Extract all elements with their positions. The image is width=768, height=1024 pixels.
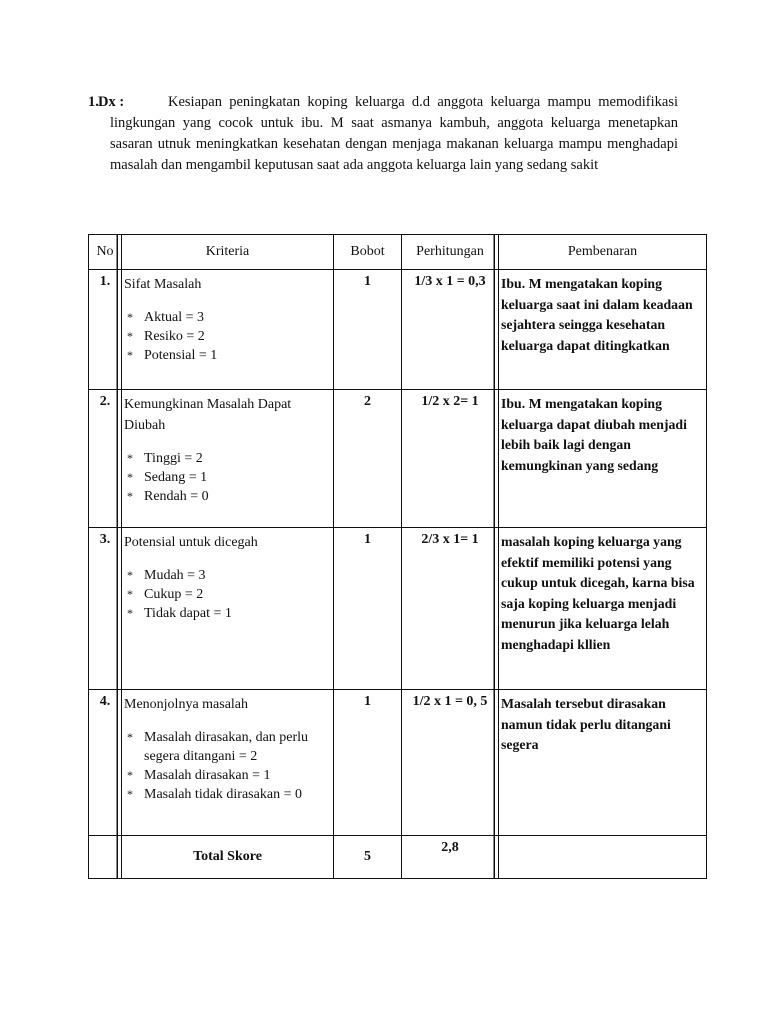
diagnosis-paragraph — [88, 92, 678, 173]
row-number: 3. — [89, 528, 122, 690]
diagnosis-label: Dx : — [98, 94, 125, 110]
row-pembenaran: Ibu. M mengatakan koping keluarga dapat diubah menjadi lebih baik lagi dengan kemungkinan yang sedang — [499, 390, 706, 528]
header-no: No — [89, 235, 122, 270]
option-item: * Tinggi = 2 — [127, 451, 203, 466]
asterisk-bullet: * — [127, 606, 133, 620]
row-perhitungan: 2/3 x 1= 1 — [402, 528, 499, 690]
asterisk-bullet: * — [127, 451, 133, 465]
kriteria-title: Sifat Masalah — [124, 277, 202, 292]
total-no-cell — [89, 836, 122, 878]
table-row — [89, 528, 706, 690]
option-item: * Masalah dirasakan, dan perlu segera ditangani = 2 — [127, 730, 309, 764]
total-bobot: 5 — [334, 836, 402, 878]
row-perhitungan: 1/2 x 1 = 0, 5 — [402, 690, 499, 836]
option-list — [124, 566, 327, 623]
asterisk-bullet: * — [127, 730, 133, 744]
asterisk-bullet: * — [127, 489, 133, 503]
row-kriteria — [122, 690, 334, 836]
diagnosis-text: Kesiapan peningkatan koping keluarga d.d anggota keluarga mampu memodifikasi lingkungan yang cocok untuk ibu. M saat asmanya kambuh, anggota keluarga menetapkan sasaran utnuk meningkatkan kesehatan dengan menjaga makanan keluarga mampu menghadapi masalah dan mengambil keputusan saat ada anggota keluarga lain yang sedang sakit — [110, 94, 678, 173]
option-item: * Potensial = 1 — [127, 348, 218, 363]
row-perhitungan: 1/2 x 2= 1 — [402, 390, 499, 528]
header-bobot: Bobot — [334, 235, 402, 270]
option-list — [124, 308, 327, 365]
asterisk-bullet: * — [127, 329, 133, 343]
row-pembenaran: masalah koping keluarga yang efektif memiliki potensi yang cukup untuk dicegah, karna bisa saja koping keluarga menjadi menurun jika keluarga lelah menghadapi kllien — [499, 528, 706, 690]
option-item: * Mudah = 3 — [127, 568, 206, 583]
header-kriteria: Kriteria — [122, 235, 334, 270]
table-row — [89, 390, 706, 528]
total-pembenaran — [499, 836, 706, 878]
row-number: 2. — [89, 390, 122, 528]
option-list — [124, 728, 327, 804]
kriteria-title: Kemungkinan Masalah Dapat Diubah — [124, 397, 292, 433]
row-pembenaran: Masalah tersebut dirasakan namun tidak perlu ditangani segera — [499, 690, 706, 836]
option-item: * Cukup = 2 — [127, 587, 204, 602]
option-item: * Tidak dapat = 1 — [127, 606, 232, 621]
option-item: * Rendah = 0 — [127, 489, 209, 504]
row-bobot: 1 — [334, 690, 402, 836]
total-perhitungan: 2,8 — [402, 836, 499, 878]
row-bobot: 1 — [334, 270, 402, 390]
option-item: * Sedang = 1 — [127, 470, 208, 485]
row-kriteria — [122, 270, 334, 390]
diagnosis-number: 1. — [88, 94, 99, 110]
row-number: 1. — [89, 270, 122, 390]
asterisk-bullet: * — [127, 787, 133, 801]
option-item: * Masalah dirasakan = 1 — [127, 768, 271, 783]
asterisk-bullet: * — [127, 768, 133, 782]
asterisk-bullet: * — [127, 568, 133, 582]
row-number: 4. — [89, 690, 122, 836]
kriteria-title: Menonjolnya masalah — [124, 697, 249, 712]
asterisk-bullet: * — [127, 310, 133, 324]
table-header-row — [89, 235, 706, 270]
option-item: * Masalah tidak dirasakan = 0 — [127, 787, 302, 802]
option-item: * Resiko = 2 — [127, 329, 205, 344]
option-list — [124, 449, 327, 506]
header-pembenaran: Pembenaran — [499, 235, 706, 270]
table-row — [89, 690, 706, 836]
header-perhitungan: Perhitungan — [402, 235, 499, 270]
row-perhitungan: 1/3 x 1 = 0,3 — [402, 270, 499, 390]
row-kriteria — [122, 528, 334, 690]
asterisk-bullet: * — [127, 587, 133, 601]
asterisk-bullet: * — [127, 348, 133, 362]
total-row — [89, 836, 706, 878]
row-bobot: 1 — [334, 528, 402, 690]
asterisk-bullet: * — [127, 470, 133, 484]
row-bobot: 2 — [334, 390, 402, 528]
table-row — [89, 270, 706, 390]
total-label: Total Skore — [122, 836, 334, 878]
scoring-table — [88, 234, 707, 879]
row-kriteria — [122, 390, 334, 528]
row-pembenaran: Ibu. M mengatakan koping keluarga saat ini dalam keadaan sejahtera seingga kesehatan keluarga dapat ditingkatkan — [499, 270, 706, 390]
option-item: * Aktual = 3 — [127, 310, 204, 325]
kriteria-title: Potensial untuk dicegah — [124, 535, 258, 550]
